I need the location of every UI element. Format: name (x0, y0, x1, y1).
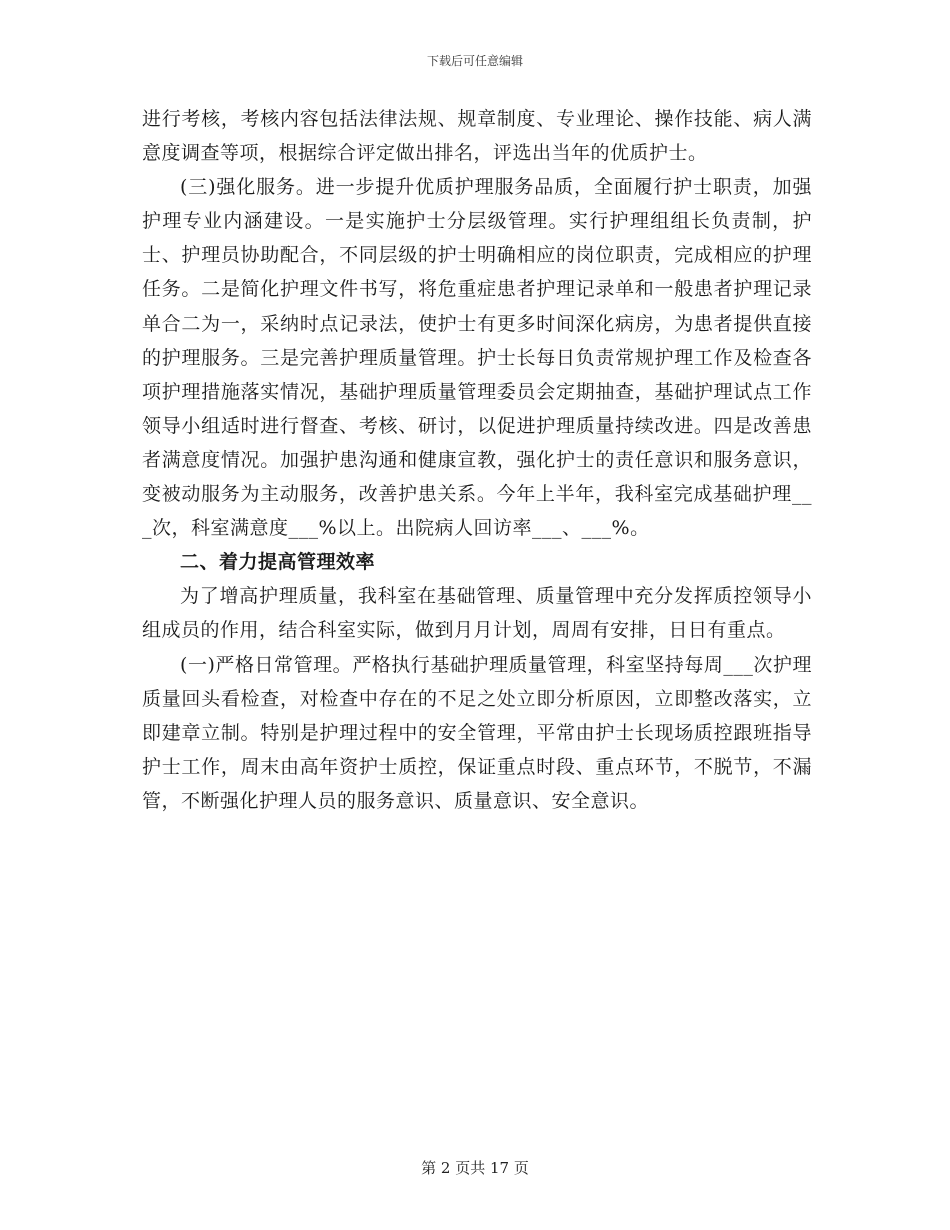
page-footer: 第 2 页共 17 页 (421, 1159, 529, 1177)
section-heading: 二、着力提高管理效率 (180, 551, 376, 574)
paragraph-continued: 进行考核，考核内容包括法律法规、规章制度、专业理论、操作技能、病人满意度调查等项，根据综合评定做出排名，评选出当年的优质护士。 (142, 108, 812, 165)
document-body (142, 102, 812, 818)
paragraph-strengthen-service: (三)强化服务。进一步提升优质护理服务品质，全面履行护士职责，加强护理专业内涵建设。一是实施护士分层级管理。实行护理组组长负责制，护士、护理员协助配合，不同层级的护士明确相应的岗位职责，完成相应的护理任务。二是简化护理文件书写，将危重症患者护理记录单和一般患者护理记录单合二为一，采纳时点记录法，使护士有更多时间深化病房，为患者提供直接的护理服务。三是完善护理质量管理。护士长每日负责常规护理工作及检查各项护理措施落实情况，基础护理质量管理委员会定期抽查，基础护理试点工作领导小组适时进行督查、考核、研讨，以促进护理质量持续改进。四是改善患者满意度情况。加强护患沟通和健康宣教，强化护士的责任意识和服务意识，变被动服务为主动服务，改善护患关系。今年上半年，我科室完成基础护理___次，科室满意度___%以上。出院病人回访率___、___%。 (142, 176, 812, 540)
paragraph-daily-management: (一)严格日常管理。严格执行基础护理质量管理，科室坚持每周___次护理质量回头看检查，对检查中存在的不足之处立即分析原因，立即整改落实，立即建章立制。特别是护理过程中的安全管理，平常由护士长现场质控跟班指导护士工作，周末由高年资护士质控，保证重点时段、重点环节，不脱节，不漏管，不断强化护理人员的服务意识、质量意识、安全意识。 (142, 653, 812, 812)
paragraph-quality-intro: 为了增高护理质量，我科室在基础管理、质量管理中充分发挥质控领导小组成员的作用，结合科室实际，做到月月计划，周周有安排，日日有重点。 (142, 585, 812, 642)
page-header: 下载后可任意编辑 (426, 54, 523, 68)
